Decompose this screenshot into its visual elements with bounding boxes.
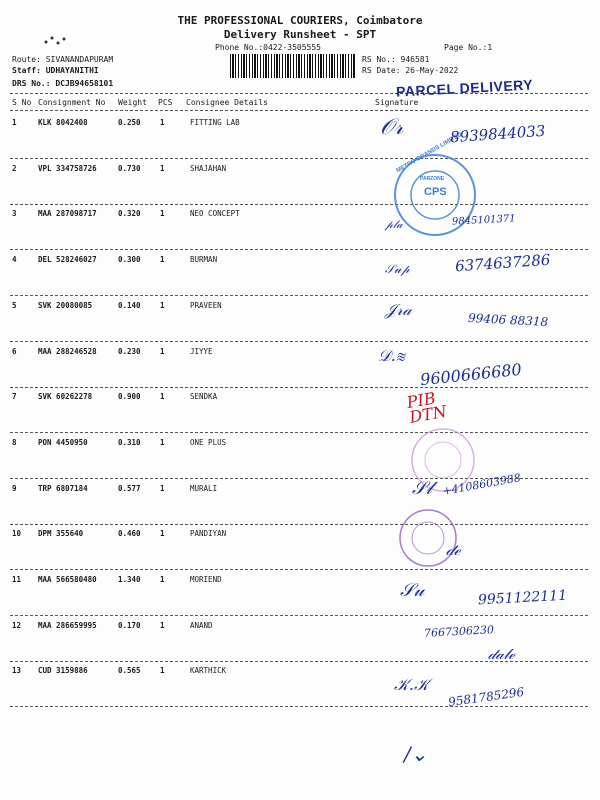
row-pcs: 1 bbox=[160, 209, 165, 219]
signature-scribble-3: 𝓅𝓁𝒶 bbox=[385, 218, 403, 231]
signature-phone-2: 9845101371 bbox=[451, 213, 516, 228]
row-consignee: JIYYE bbox=[190, 346, 213, 356]
signature-scribble-4: 𝒮𝓊𝓅 bbox=[385, 262, 410, 276]
col-header-pcs: PCS bbox=[158, 98, 173, 107]
row-consignment-no: TRP 6807184 bbox=[38, 483, 88, 493]
parcel-delivery-stamp: PARCEL DELIVERY bbox=[395, 76, 534, 100]
row-weight: 0.320 bbox=[118, 209, 141, 219]
row-divider bbox=[10, 524, 588, 525]
row-consignment-no: MAA 566580480 bbox=[38, 575, 97, 584]
row-consignment-no: KLK 8042408 bbox=[38, 118, 88, 127]
row-sno: 7 bbox=[12, 392, 17, 402]
cps-stamp-ring: METRO BRANDS LIMITED bbox=[395, 131, 464, 175]
row-sno: 6 bbox=[12, 346, 17, 356]
signature-scribble-12: 𝒹𝒶𝓁ℯ bbox=[488, 645, 515, 663]
row-consignment-no: MAA 286659995 bbox=[38, 620, 97, 630]
row-sno: 12 bbox=[12, 620, 22, 630]
row-consignee: SHAJAHAN bbox=[190, 163, 227, 173]
row-pcs: 1 bbox=[160, 392, 165, 402]
row-pcs: 1 bbox=[160, 163, 165, 173]
row-consignment-no: VPL 334758726 bbox=[38, 163, 97, 173]
row-pcs: 1 bbox=[160, 620, 165, 630]
row-weight: 0.140 bbox=[118, 300, 141, 310]
route-label: Route: SIVANANDAPURAM bbox=[12, 55, 114, 64]
row-divider bbox=[10, 387, 588, 388]
col-header-sno: S No bbox=[12, 98, 32, 107]
row-divider bbox=[10, 569, 588, 570]
row-pcs: 1 bbox=[160, 346, 165, 356]
signature-scribble-5: 𝒥𝓇𝒶 bbox=[385, 300, 412, 319]
col-header-signature: Signature bbox=[375, 98, 419, 107]
row-consignment-no: MAA 288246528 bbox=[38, 346, 97, 356]
row-consignee: KARTHICK bbox=[190, 666, 227, 676]
cps-stamp-small: PARZONE bbox=[420, 176, 445, 182]
col-header-consignment: Consignment No bbox=[38, 98, 106, 107]
row-consignment-no: PON 4450950 bbox=[38, 437, 88, 447]
cps-stamp-center: CPS bbox=[424, 186, 447, 198]
signature-phone-12: 7667306230 bbox=[423, 623, 495, 640]
rs-date: RS Date: 26-May-2022 bbox=[362, 66, 459, 75]
row-weight: 0.565 bbox=[118, 666, 141, 676]
row-consignee: PANDIYAN bbox=[190, 529, 227, 539]
row-consignee: PRAVEEN bbox=[190, 300, 222, 310]
row-consignment-no: CUD 3159886 bbox=[38, 666, 88, 676]
row-divider bbox=[10, 249, 588, 250]
row-weight: 0.900 bbox=[118, 392, 141, 402]
phone-number: Phone No.:0422-3505555 bbox=[215, 43, 321, 52]
staff-label: Staff: UDHAYANITHI bbox=[12, 66, 99, 75]
runsheet-title: Delivery Runsheet - SPT bbox=[223, 28, 377, 41]
signature-phone-13: 9581785296 bbox=[447, 684, 525, 710]
row-consignee: MORIEND bbox=[190, 575, 222, 584]
row-divider bbox=[10, 706, 588, 707]
row-sno: 8 bbox=[12, 437, 17, 447]
row-sno: 11 bbox=[12, 575, 22, 584]
row-sno: 10 bbox=[12, 529, 22, 539]
row-sno: 13 bbox=[12, 666, 22, 676]
purple-stamp-2 bbox=[396, 506, 460, 570]
signature-phone-1: 8939844033 bbox=[449, 121, 546, 147]
row-sno: 9 bbox=[12, 483, 17, 493]
signature-phone-11: 9951122111 bbox=[477, 587, 568, 609]
row-divider bbox=[10, 341, 588, 342]
company-title: THE PROFESSIONAL COURIERS, Coimbatore bbox=[177, 14, 423, 27]
signature-scribble-11: 𝒮𝓊 bbox=[400, 580, 425, 601]
row-divider bbox=[10, 158, 588, 159]
row-consignee: NEO CONCEPT bbox=[190, 209, 240, 219]
row-sno: 2 bbox=[12, 163, 17, 173]
row-consignee: SENDKA bbox=[190, 392, 218, 402]
barcode bbox=[230, 54, 355, 78]
row-consignee: ANAND bbox=[190, 620, 213, 630]
signature-phone-6: 9600666680 bbox=[419, 359, 523, 390]
row-divider bbox=[10, 295, 588, 296]
signature-phone-4: 6374637286 bbox=[454, 250, 551, 276]
row-weight: 0.730 bbox=[118, 163, 141, 173]
row-weight: 0.460 bbox=[118, 529, 141, 539]
row-divider bbox=[10, 432, 588, 433]
signature-scribble-6: 𝒟.≋ bbox=[378, 346, 405, 365]
row-divider bbox=[10, 615, 588, 616]
row-weight: 0.230 bbox=[118, 346, 141, 356]
row-consignment-no: SVK 60262278 bbox=[38, 392, 93, 402]
signature-scribble-10: 𝒹ℯ bbox=[446, 540, 461, 559]
signature-scribble-9: 𝒮𝓁 bbox=[412, 478, 432, 499]
row-pcs: 1 bbox=[160, 255, 165, 265]
signature-phone-5: 99406 88318 bbox=[467, 310, 549, 330]
rs-number: RS No.: 946581 bbox=[362, 55, 430, 64]
row-consignment-no: MAA 287098717 bbox=[38, 209, 97, 219]
row-consignee: FITTING LAB bbox=[190, 118, 240, 127]
row-sno: 4 bbox=[12, 255, 17, 265]
col-header-consignee: Consignee Details bbox=[186, 98, 268, 107]
row-weight: 0.310 bbox=[118, 437, 141, 447]
signature-scribble-13: 𝒦.𝒦 bbox=[394, 675, 429, 694]
row-divider bbox=[10, 204, 588, 205]
row-sno: 1 bbox=[12, 118, 17, 127]
page-number: Page No.:1 bbox=[444, 43, 493, 52]
drs-number: DRS No.: DCJB94658101 bbox=[12, 79, 114, 88]
row-pcs: 1 bbox=[160, 300, 165, 310]
row-pcs: 1 bbox=[160, 529, 165, 539]
row-pcs: 1 bbox=[160, 483, 165, 493]
row-pcs: 1 bbox=[160, 437, 165, 447]
row-sno: 3 bbox=[12, 209, 17, 219]
row-weight: 0.250 bbox=[118, 118, 141, 127]
row-weight: 0.170 bbox=[118, 620, 141, 630]
row-weight: 0.577 bbox=[118, 483, 141, 493]
row-consignment-no: DEL 528246027 bbox=[38, 255, 97, 265]
row-consignee: BURMAN bbox=[190, 255, 218, 265]
row-weight: 0.300 bbox=[118, 255, 141, 265]
row-pcs: 1 bbox=[160, 666, 165, 676]
row-pcs: 1 bbox=[160, 575, 165, 584]
red-handwritten-mark: PIB DTN bbox=[405, 388, 449, 427]
row-weight: 1.340 bbox=[118, 575, 141, 584]
row-sno: 5 bbox=[12, 300, 17, 310]
row-consignee: MURALI bbox=[190, 483, 218, 493]
tick-mark: /⌄ bbox=[404, 742, 428, 766]
col-header-weight: Weight bbox=[118, 98, 147, 107]
row-pcs: 1 bbox=[160, 118, 165, 127]
signature-scribble-1: 𝒪𝓇 bbox=[380, 115, 404, 140]
row-consignment-no: SVK 20080085 bbox=[38, 300, 93, 310]
signature-phone-9: +4108603988 bbox=[441, 471, 522, 498]
row-consignment-no: DPM 355640 bbox=[38, 529, 84, 539]
row-consignee: ONE PLUS bbox=[190, 437, 227, 447]
logo-mark-icon bbox=[42, 34, 72, 48]
